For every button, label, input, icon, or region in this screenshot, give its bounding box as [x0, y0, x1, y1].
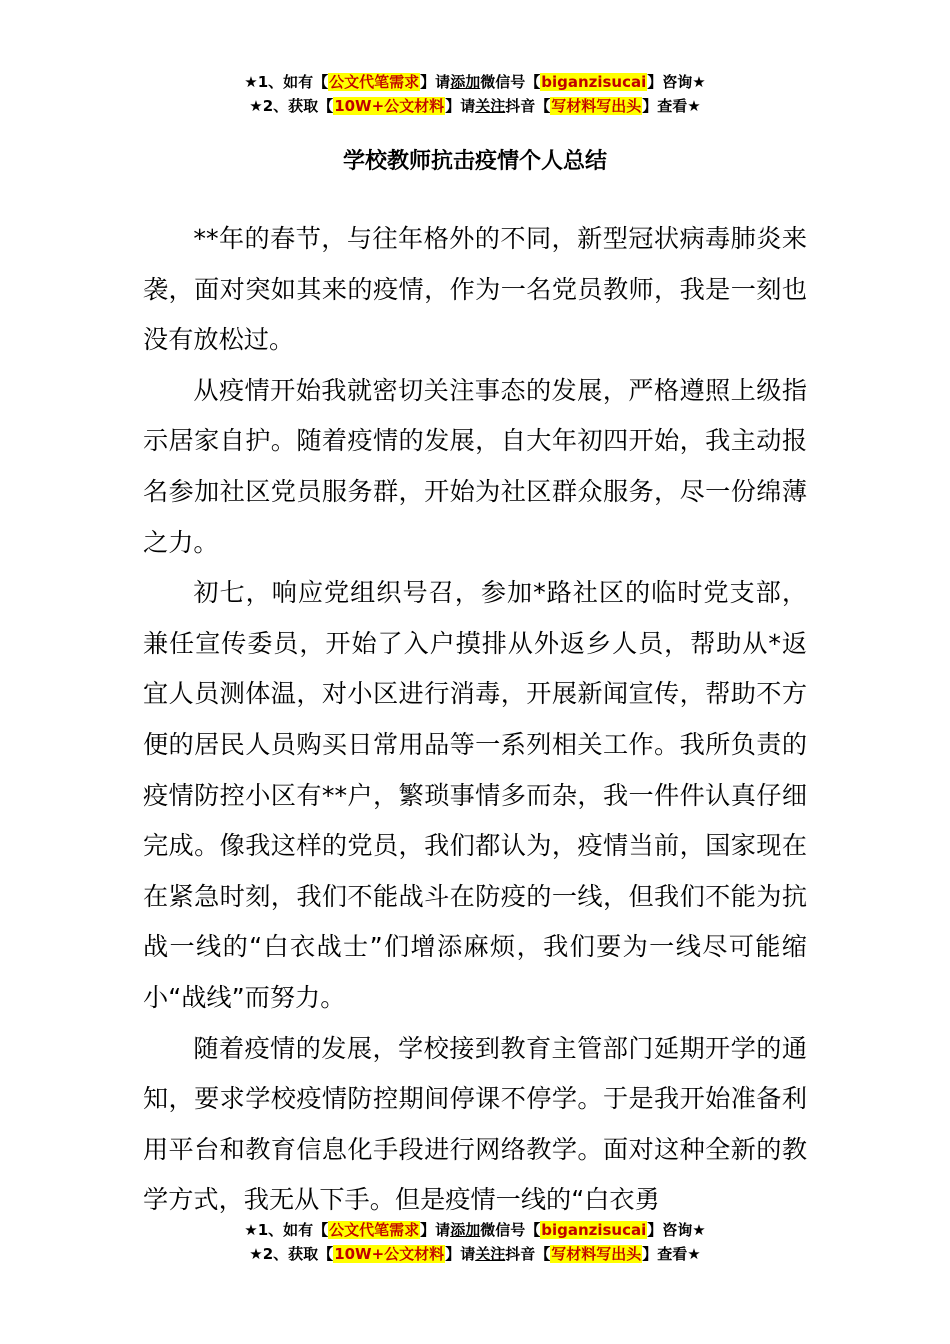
emphasis-follow: 关注	[475, 97, 506, 115]
banner-line-1: ★1、如有【公文代笔需求】请添加微信号【biganzisucai】咨询★	[244, 73, 706, 91]
douyin-account: 写材料写出头	[551, 97, 642, 115]
highlight-service: 公文代笔需求	[329, 1221, 420, 1239]
highlight-materials: 10W+公文材料	[334, 1245, 445, 1263]
document-title: 学校教师抗击疫情个人总结	[342, 149, 607, 174]
header-banner	[0, 70, 950, 118]
highlight-service: 公文代笔需求	[329, 73, 420, 91]
emphasis-add: 添加	[450, 1221, 481, 1239]
footer-banner	[0, 1218, 950, 1266]
wechat-id: biganzisucai	[541, 73, 647, 91]
douyin-account: 写材料写出头	[551, 1245, 642, 1263]
paragraph-4: 随着疫情的发展，学校接到教育主管部门延期开学的通知，要求学校疫情防控期间停课不停学。于是我开始准备利用平台和教育信息化手段进行网络教学。面对这种全新的教学方式，我无从下手。但是疫情一线的“白衣勇	[143, 1033, 807, 1215]
banner-line-2: ★2、获取【10W+公文材料】请关注抖音【写材料写出头】查看★	[249, 97, 701, 115]
paragraph-2: 从疫情开始我就密切关注事态的发展，严格遵照上级指示居家自护。随着疫情的发展，自大年初四开始，我主动报名参加社区党员服务群，开始为社区群众服务，尽一份绵薄之力。	[143, 375, 807, 557]
wechat-id: biganzisucai	[541, 1221, 647, 1239]
emphasis-add: 添加	[450, 73, 481, 91]
banner-line-2: ★2、获取【10W+公文材料】请关注抖音【写材料写出头】查看★	[249, 1245, 701, 1263]
paragraph-3: 初七，响应党组织号召，参加*路社区的临时党支部，兼任宣传委员，开始了入户摸排从外返乡人员，帮助从*返宜人员测体温，对小区进行消毒，开展新闻宣传，帮助不方便的居民人员购买日常用品等一系列相关工作。我所负责的疫情防控小区有**户，繁琐事情多而杂，我一件件认真仔细完成。像我这样的党员，我们都认为，疫情当前，国家现在在紧急时刻，我们不能战斗在防疫的一线，但我们不能为抗战一线的“白衣战士”们增添麻烦，我们要为一线尽可能缩小“战线”而努力。	[143, 578, 807, 1012]
emphasis-follow: 关注	[475, 1245, 506, 1263]
banner-line-1: ★1、如有【公文代笔需求】请添加微信号【biganzisucai】咨询★	[244, 1221, 706, 1239]
document-body	[143, 214, 807, 1226]
highlight-materials: 10W+公文材料	[334, 97, 445, 115]
paragraph-1: **年的春节，与往年格外的不同，新型冠状病毒肺炎来袭，面对突如其来的疫情，作为一名党员教师，我是一刻也没有放松过。	[143, 224, 807, 355]
